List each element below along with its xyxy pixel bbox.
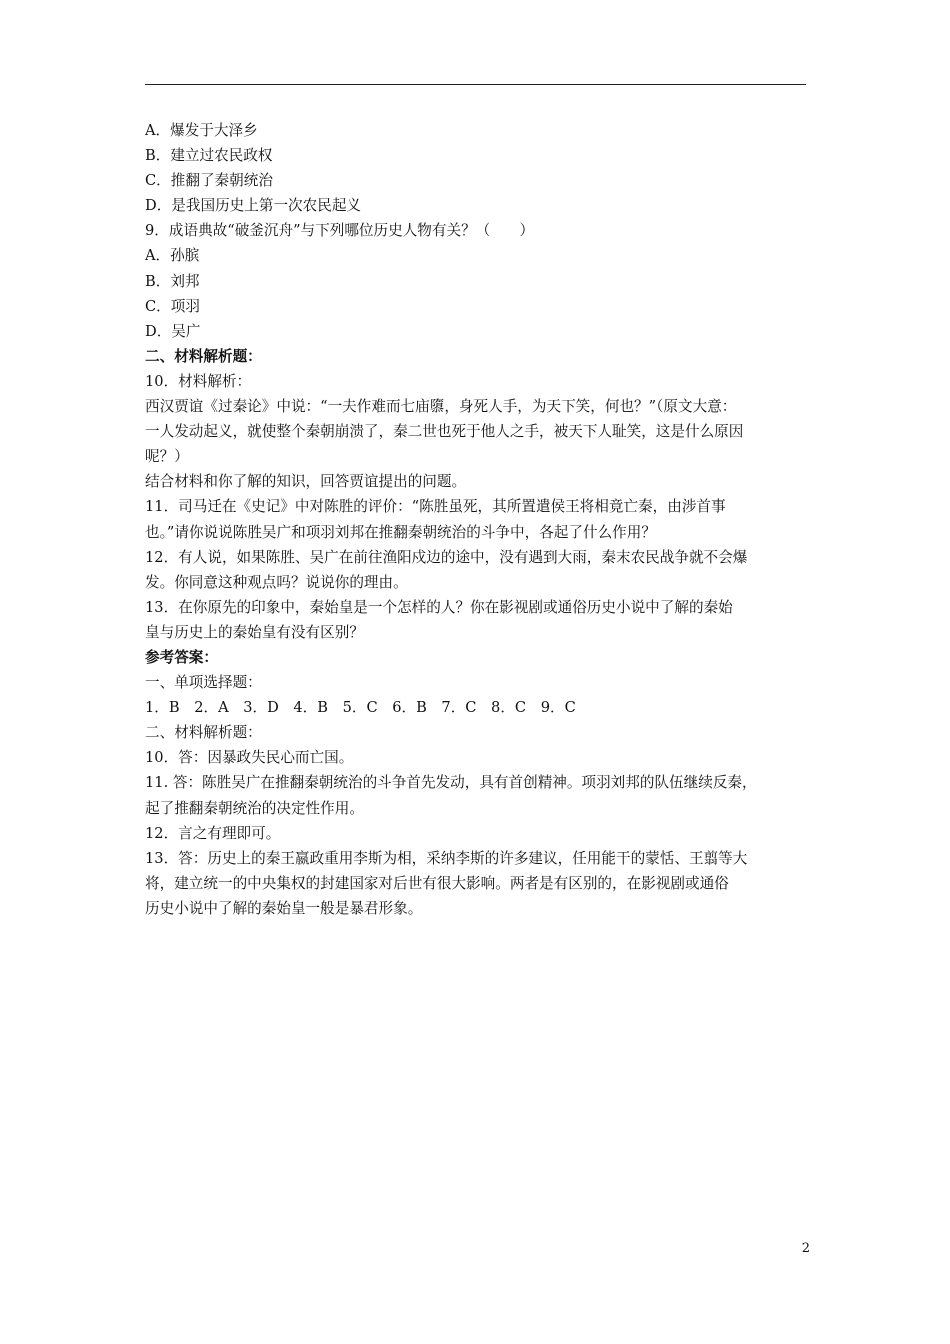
- q9-option-d: D．吴广: [145, 322, 201, 340]
- answer-11-line: 11. 答：陈胜吴广在推翻秦朝统治的斗争首先发动，具有首创精神。项羽刘邦的队伍继续反秦，: [145, 774, 757, 792]
- answer-11-line: 起了推翻秦朝统治的决定性作用。: [145, 799, 364, 817]
- q9-option-c: C．项羽: [145, 297, 200, 315]
- q8-option-d: D．是我国历史上第一次农民起义: [145, 197, 362, 215]
- q10-material-line: 一人发动起义，就使整个秦朝崩溃了，秦二世也死于他人之手，被天下人耻笑，这是什么原因: [145, 423, 744, 441]
- q10-material-line: 西汉贾谊《过秦论》中说：“一夫作难而七庙隳，身死人手，为天下笑，何也？”（原文大意：: [145, 398, 737, 416]
- q8-option-c: C．推翻了秦朝统治: [145, 172, 273, 190]
- q9-option-a: A．孙膑: [145, 247, 200, 265]
- section2-heading: 二、材料解析题：: [145, 347, 262, 365]
- q9-option-b: B．刘邦: [145, 272, 200, 290]
- q13-line: 皇与历史上的秦始皇有没有区别？: [145, 623, 364, 641]
- q11-line: 11．司马迁在《史记》中对陈胜的评价：“陈胜虽死，其所置遣侯王将相竟亡秦，由涉首事: [145, 498, 726, 516]
- header-rule: [145, 84, 806, 85]
- answer-13-line: 13．答：历史上的秦王嬴政重用李斯为相，采纳李斯的许多建议，任用能干的蒙恬、王翦等大: [145, 849, 748, 867]
- page-number: 2: [801, 1241, 810, 1256]
- answers-part2-heading: 二、材料解析题：: [145, 724, 262, 742]
- q10-material-line: 呢？）: [145, 448, 189, 466]
- q10-label: 10．材料解析：: [145, 372, 252, 390]
- q13-line: 13．在你原先的印象中，秦始皇是一个怎样的人？你在影视剧或通俗历史小说中了解的秦始: [145, 598, 733, 616]
- answer-13-line: 历史小说中了解的秦始皇一般是暴君形象。: [145, 899, 423, 917]
- answer-10: 10．答：因暴政失民心而亡国。: [145, 749, 354, 767]
- page-content: [145, 118, 811, 921]
- answer-12: 12．言之有理即可。: [145, 824, 281, 842]
- q12-line: 发。你同意这种观点吗？说说你的理由。: [145, 573, 408, 591]
- q8-option-a: A．爆发于大泽乡: [145, 122, 258, 139]
- q11-line: 也。”请你说说陈胜吴广和项羽刘邦在推翻秦朝统治的斗争中，各起了什么作用？: [145, 523, 656, 541]
- q9-stem: 9．成语典故“破釜沉舟”与下列哪位历史人物有关？（ ）: [145, 222, 535, 240]
- answers-part1-list: 1．B 2．A 3．D 4．B 5．C 6．B 7．C 8．C 9．C: [145, 699, 576, 717]
- q8-option-b: B．建立过农民政权: [145, 147, 273, 165]
- q10-question: 结合材料和你了解的知识，回答贾谊提出的问题。: [145, 473, 467, 491]
- answer-13-line: 将，建立统一的中央集权的封建国家对后世有很大影响。两者是有区别的，在影视剧或通俗: [145, 874, 729, 892]
- answers-part1-heading: 一、单项选择题：: [145, 674, 262, 692]
- q12-line: 12．有人说，如果陈胜、吴广在前往渔阳戍边的途中，没有遇到大雨，秦末农民战争就不会爆: [145, 548, 748, 566]
- answers-heading: 参考答案：: [145, 648, 218, 666]
